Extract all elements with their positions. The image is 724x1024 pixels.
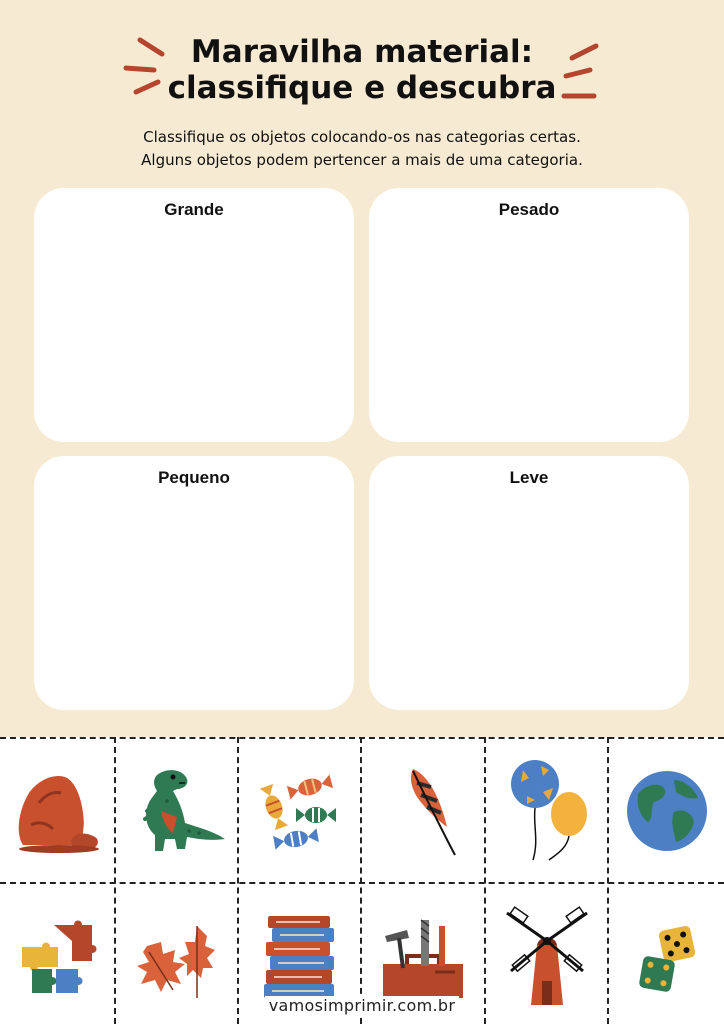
rock-icon <box>9 763 105 859</box>
feather-icon <box>373 761 473 861</box>
footer-website <box>0 996 724 1015</box>
instructions-line-1: Classifique os objetos colocando-os nas categorias certas. <box>143 128 581 146</box>
card-globe[interactable] <box>609 739 724 882</box>
card-dinosaur[interactable] <box>116 739 237 882</box>
category-box-pequeno[interactable] <box>34 456 354 710</box>
card-feather[interactable] <box>362 739 483 882</box>
books-icon <box>250 906 350 1006</box>
card-balloons[interactable] <box>486 739 607 882</box>
category-label-leve: Leve <box>509 468 549 487</box>
category-box-pesado[interactable] <box>369 188 689 442</box>
windmill-icon <box>497 901 597 1011</box>
toolbox-icon <box>373 906 473 1006</box>
dice-icon <box>627 916 707 996</box>
card-rock[interactable] <box>0 739 114 882</box>
puzzle-icon <box>12 911 102 1001</box>
card-candies[interactable] <box>239 739 360 882</box>
cutout-cards-grid <box>0 737 724 1024</box>
category-box-grande[interactable] <box>34 188 354 442</box>
balloons-icon <box>497 756 597 866</box>
title-line-2: classifique e descubra <box>167 70 557 106</box>
globe-icon <box>624 768 710 854</box>
category-label-pesado: Pesado <box>498 200 560 219</box>
title-line-1: Maravilha material: <box>190 34 534 70</box>
category-box-leve[interactable] <box>369 456 689 710</box>
footer-url: vamosimprimir.com.br <box>265 996 459 1015</box>
leaves-icon <box>127 906 227 1006</box>
candies-icon <box>252 763 348 859</box>
category-label-pequeno: Pequeno <box>158 468 230 487</box>
dinosaur-icon <box>127 761 227 861</box>
instructions-line-2: Alguns objetos podem pertencer a mais de uma categoria. <box>141 151 583 169</box>
category-label-grande: Grande <box>164 200 224 219</box>
